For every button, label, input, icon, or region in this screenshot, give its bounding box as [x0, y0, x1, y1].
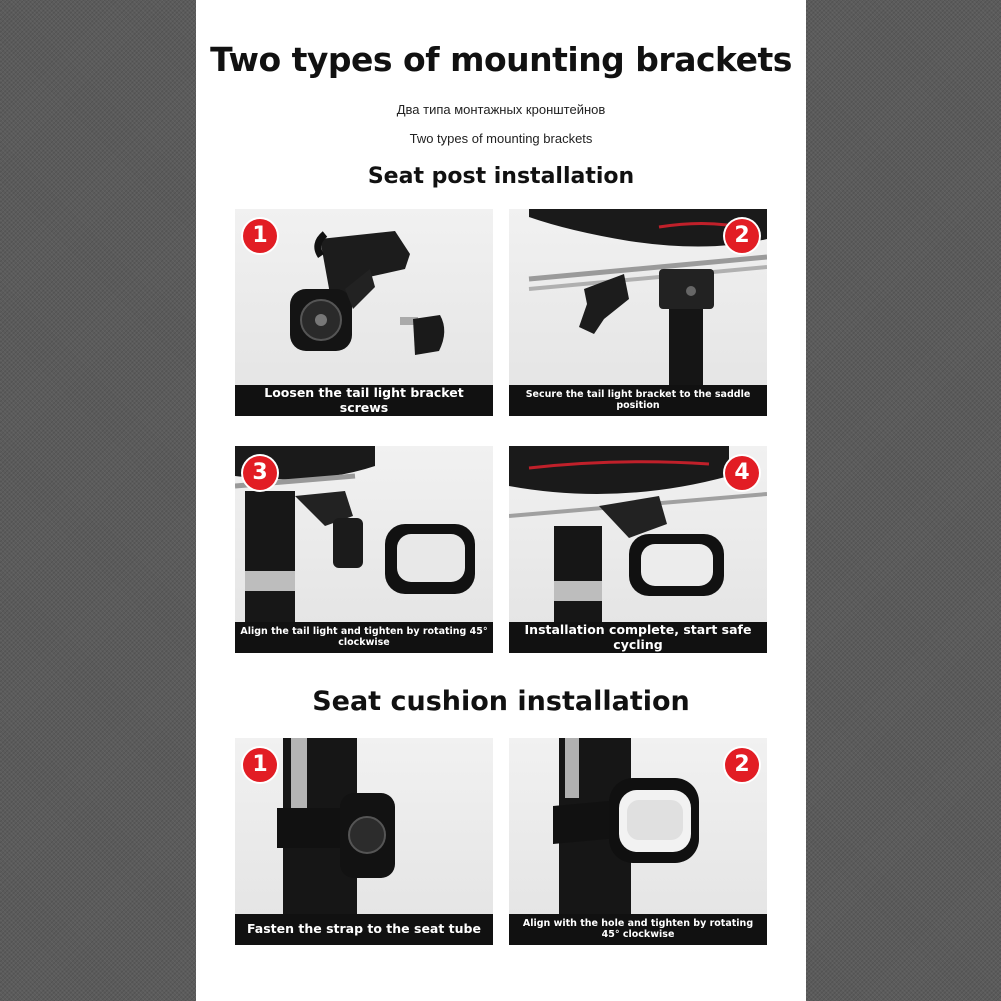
seat-cushion-step-2-panel: [509, 738, 767, 945]
subtitle-english: Two types of mounting brackets: [409, 131, 593, 146]
step-caption: Loosen the tail light bracket screws: [235, 385, 493, 416]
step-number-badge: 2: [725, 219, 759, 253]
product-sheet: [196, 0, 806, 1001]
step-caption: Fasten the strap to the seat tube: [235, 914, 493, 945]
seat-post-step-3-panel: [235, 446, 493, 653]
page-title: Two types of mounting brackets: [210, 40, 792, 79]
seat-post-heading: Seat post installation: [367, 164, 635, 189]
step-caption: Align with the hole and tighten by rotating 45° clockwise: [509, 914, 767, 945]
step-number-badge: 1: [243, 219, 277, 253]
step-caption: Align the tail light and tighten by rotating 45° clockwise: [235, 622, 493, 653]
seat-post-step-2-panel: [509, 209, 767, 416]
step-number-badge: 2: [725, 748, 759, 782]
seat-post-step-1-panel: [235, 209, 493, 416]
subtitle-russian: Два типа монтажных кронштейнов: [396, 102, 606, 117]
step-number-badge: 3: [243, 456, 277, 490]
seat-cushion-heading: Seat cushion installation: [312, 686, 690, 717]
step-number-badge: 1: [243, 748, 277, 782]
step-caption: Secure the tail light bracket to the saddle position: [509, 385, 767, 416]
seat-post-step-4-panel: [509, 446, 767, 653]
step-caption: Installation complete, start safe cycling: [509, 622, 767, 653]
seat-cushion-step-1-panel: [235, 738, 493, 945]
step-number-badge: 4: [725, 456, 759, 490]
